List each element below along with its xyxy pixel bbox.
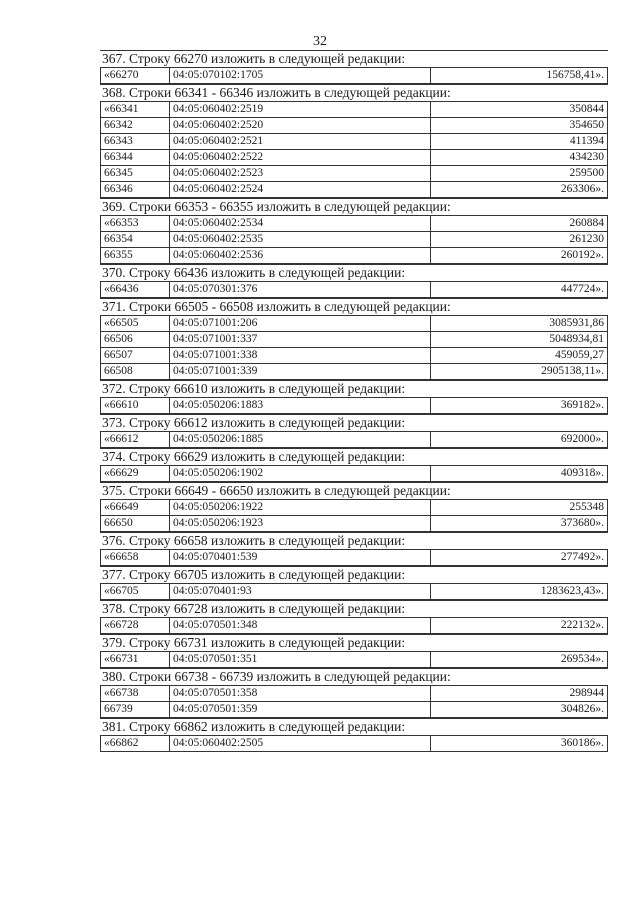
value-cell: 304826». xyxy=(431,702,608,718)
row-number-cell: 66507 xyxy=(101,348,170,364)
value-cell: 263306». xyxy=(431,182,608,198)
amendment-table xyxy=(100,281,608,298)
section-heading: 370. Строку 66436 изложить в следующей редакции: xyxy=(100,264,608,281)
table-row xyxy=(101,432,608,448)
section-heading: 368. Строки 66341 - 66346 изложить в следующей редакции: xyxy=(100,84,608,101)
table-row xyxy=(101,348,608,364)
table-row xyxy=(101,232,608,248)
row-number-cell: 66506 xyxy=(101,332,170,348)
amendment-section xyxy=(100,298,608,380)
amendment-section xyxy=(100,50,608,84)
section-heading: 377. Строку 66705 изложить в следующей редакции: xyxy=(100,566,608,583)
table-row xyxy=(101,150,608,166)
value-cell: 409318». xyxy=(431,466,608,482)
amendment-table xyxy=(100,549,608,566)
amendment-table xyxy=(100,651,608,668)
value-cell: 260192». xyxy=(431,248,608,264)
section-heading: 381. Строку 66862 изложить в следующей редакции: xyxy=(100,718,608,735)
amendment-table xyxy=(100,215,608,264)
table-row xyxy=(101,702,608,718)
table-row xyxy=(101,248,608,264)
row-number-cell: «66728 xyxy=(101,618,170,634)
table-row xyxy=(101,118,608,134)
table-row xyxy=(101,364,608,380)
row-number-cell: «66612 xyxy=(101,432,170,448)
cadastral-number-cell: 04:05:070501:351 xyxy=(170,652,431,668)
row-number-cell: «66629 xyxy=(101,466,170,482)
amendment-table xyxy=(100,617,608,634)
row-number-cell: «66658 xyxy=(101,550,170,566)
amendment-table xyxy=(100,685,608,718)
row-number-cell: 66354 xyxy=(101,232,170,248)
cadastral-number-cell: 04:05:050206:1922 xyxy=(170,500,431,516)
amendment-table xyxy=(100,499,608,532)
cadastral-number-cell: 04:05:050206:1883 xyxy=(170,398,431,414)
row-number-cell: 66345 xyxy=(101,166,170,182)
table-row xyxy=(101,282,608,298)
table-row xyxy=(101,736,608,752)
value-cell: 373680». xyxy=(431,516,608,532)
row-number-cell: 66346 xyxy=(101,182,170,198)
table-row xyxy=(101,68,608,84)
cadastral-number-cell: 04:05:060402:2536 xyxy=(170,248,431,264)
row-number-cell: «66738 xyxy=(101,686,170,702)
table-row xyxy=(101,466,608,482)
cadastral-number-cell: 04:05:070501:359 xyxy=(170,702,431,718)
cadastral-number-cell: 04:05:050206:1885 xyxy=(170,432,431,448)
table-row xyxy=(101,316,608,332)
table-row xyxy=(101,166,608,182)
cadastral-number-cell: 04:05:060402:2534 xyxy=(170,216,431,232)
table-row xyxy=(101,652,608,668)
cadastral-number-cell: 04:05:060402:2519 xyxy=(170,102,431,118)
row-number-cell: 66343 xyxy=(101,134,170,150)
value-cell: 1283623,43». xyxy=(431,584,608,600)
value-cell: 260884 xyxy=(431,216,608,232)
value-cell: 411394 xyxy=(431,134,608,150)
cadastral-number-cell: 04:05:071001:206 xyxy=(170,316,431,332)
value-cell: 277492». xyxy=(431,550,608,566)
value-cell: 298944 xyxy=(431,686,608,702)
value-cell: 3085931,86 xyxy=(431,316,608,332)
amendment-table xyxy=(100,735,608,752)
cadastral-number-cell: 04:05:070401:539 xyxy=(170,550,431,566)
value-cell: 259500 xyxy=(431,166,608,182)
amendment-section xyxy=(100,84,608,198)
value-cell: 692000». xyxy=(431,432,608,448)
cadastral-number-cell: 04:05:070501:358 xyxy=(170,686,431,702)
amendment-table xyxy=(100,101,608,198)
amendment-section xyxy=(100,198,608,264)
amendment-section xyxy=(100,264,608,298)
table-row xyxy=(101,398,608,414)
section-heading: 375. Строки 66649 - 66650 изложить в следующей редакции: xyxy=(100,482,608,499)
cadastral-number-cell: 04:05:070401:93 xyxy=(170,584,431,600)
section-heading: 380. Строки 66738 - 66739 изложить в следующей редакции: xyxy=(100,668,608,685)
cadastral-number-cell: 04:05:070301:376 xyxy=(170,282,431,298)
amendment-section xyxy=(100,532,608,566)
amendment-section xyxy=(100,414,608,448)
section-heading: 371. Строки 66505 - 66508 изложить в следующей редакции: xyxy=(100,298,608,315)
cadastral-number-cell: 04:05:060402:2522 xyxy=(170,150,431,166)
page-number: 32 xyxy=(313,34,327,49)
row-number-cell: «66862 xyxy=(101,736,170,752)
cadastral-number-cell: 04:05:060402:2535 xyxy=(170,232,431,248)
section-heading: 378. Строку 66728 изложить в следующей редакции: xyxy=(100,600,608,617)
cadastral-number-cell: 04:05:060402:2523 xyxy=(170,166,431,182)
value-cell: 350844 xyxy=(431,102,608,118)
value-cell: 222132». xyxy=(431,618,608,634)
value-cell: 255348 xyxy=(431,500,608,516)
row-number-cell: «66731 xyxy=(101,652,170,668)
row-number-cell: «66505 xyxy=(101,316,170,332)
table-row xyxy=(101,182,608,198)
row-number-cell: «66341 xyxy=(101,102,170,118)
table-row xyxy=(101,102,608,118)
section-heading: 374. Строку 66629 изложить в следующей редакции: xyxy=(100,448,608,465)
table-row xyxy=(101,516,608,532)
row-number-cell: 66355 xyxy=(101,248,170,264)
cadastral-number-cell: 04:05:070102:1705 xyxy=(170,68,431,84)
row-number-cell: 66342 xyxy=(101,118,170,134)
amendment-section xyxy=(100,380,608,414)
amendment-section xyxy=(100,600,608,634)
amendment-table xyxy=(100,431,608,448)
value-cell: 369182». xyxy=(431,398,608,414)
table-row xyxy=(101,500,608,516)
section-heading: 376. Строку 66658 изложить в следующей редакции: xyxy=(100,532,608,549)
table-row xyxy=(101,216,608,232)
row-number-cell: 66739 xyxy=(101,702,170,718)
row-number-cell: «66270 xyxy=(101,68,170,84)
cadastral-number-cell: 04:05:060402:2520 xyxy=(170,118,431,134)
value-cell: 447724». xyxy=(431,282,608,298)
row-number-cell: «66610 xyxy=(101,398,170,414)
amendment-list xyxy=(100,50,608,752)
cadastral-number-cell: 04:05:070501:348 xyxy=(170,618,431,634)
cadastral-number-cell: 04:05:050206:1902 xyxy=(170,466,431,482)
row-number-cell: 66508 xyxy=(101,364,170,380)
row-number-cell: 66344 xyxy=(101,150,170,166)
amendment-table xyxy=(100,397,608,414)
table-row xyxy=(101,584,608,600)
section-heading: 369. Строки 66353 - 66355 изложить в следующей редакции: xyxy=(100,198,608,215)
cadastral-number-cell: 04:05:060402:2524 xyxy=(170,182,431,198)
cadastral-number-cell: 04:05:050206:1923 xyxy=(170,516,431,532)
amendment-section xyxy=(100,448,608,482)
amendment-section xyxy=(100,482,608,532)
table-row xyxy=(101,134,608,150)
section-heading: 372. Строку 66610 изложить в следующей редакции: xyxy=(100,380,608,397)
amendment-section xyxy=(100,668,608,718)
table-row xyxy=(101,618,608,634)
row-number-cell: «66353 xyxy=(101,216,170,232)
row-number-cell: «66436 xyxy=(101,282,170,298)
cadastral-number-cell: 04:05:060402:2521 xyxy=(170,134,431,150)
amendment-table xyxy=(100,67,608,84)
value-cell: 269534». xyxy=(431,652,608,668)
cadastral-number-cell: 04:05:071001:338 xyxy=(170,348,431,364)
table-row xyxy=(101,550,608,566)
amendment-section xyxy=(100,634,608,668)
cadastral-number-cell: 04:05:071001:337 xyxy=(170,332,431,348)
section-heading: 379. Строку 66731 изложить в следующей редакции: xyxy=(100,634,608,651)
amendment-table xyxy=(100,583,608,600)
value-cell: 354650 xyxy=(431,118,608,134)
row-number-cell: «66705 xyxy=(101,584,170,600)
row-number-cell: «66649 xyxy=(101,500,170,516)
cadastral-number-cell: 04:05:060402:2505 xyxy=(170,736,431,752)
value-cell: 5048934,81 xyxy=(431,332,608,348)
table-row xyxy=(101,332,608,348)
amendment-section xyxy=(100,718,608,752)
value-cell: 459059,27 xyxy=(431,348,608,364)
section-heading: 373. Строку 66612 изложить в следующей редакции: xyxy=(100,414,608,431)
value-cell: 2905138,11». xyxy=(431,364,608,380)
amendment-table xyxy=(100,315,608,380)
row-number-cell: 66650 xyxy=(101,516,170,532)
table-row xyxy=(101,686,608,702)
amendment-section xyxy=(100,566,608,600)
amendment-table xyxy=(100,465,608,482)
section-heading: 367. Строку 66270 изложить в следующей редакции: xyxy=(100,50,608,67)
value-cell: 261230 xyxy=(431,232,608,248)
value-cell: 156758,41». xyxy=(431,68,608,84)
value-cell: 434230 xyxy=(431,150,608,166)
cadastral-number-cell: 04:05:071001:339 xyxy=(170,364,431,380)
value-cell: 360186». xyxy=(431,736,608,752)
